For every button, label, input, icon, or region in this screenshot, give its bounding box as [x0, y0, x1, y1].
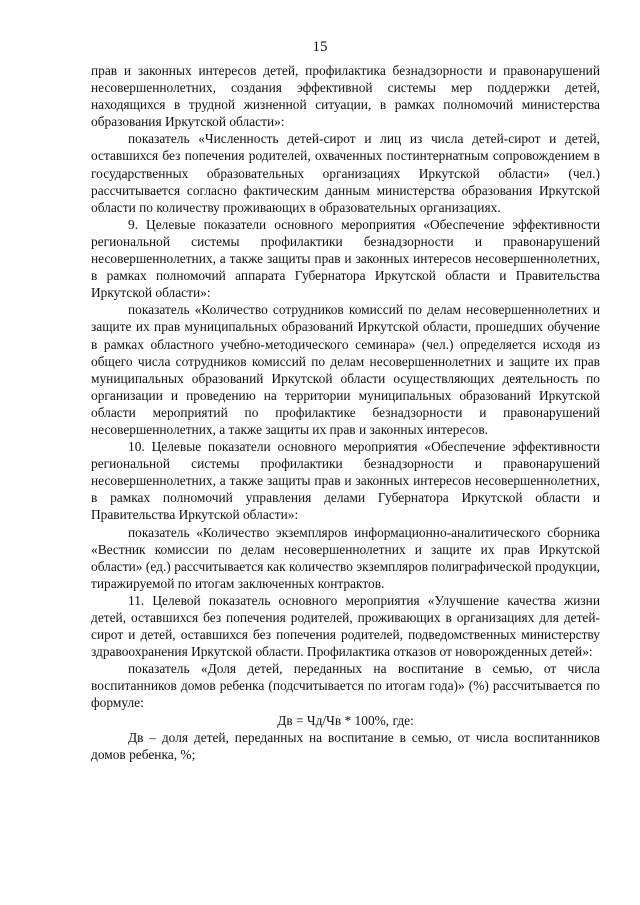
paragraph-indicator-orphans: показатель «Численность детей-сирот и лиц из числа детей-сирот и детей, оставшихся без попечения родителей, охваченных постинтернатным сопровождением в государственных образовательных организациях Иркутской области» (чел.) рассчитывается согласно фактическим данным министерства образования Иркутской области по количеству проживающих в образовательных организациях.: [91, 131, 600, 215]
document-body: [91, 62, 600, 763]
paragraph-indicator-bulletin-copies: показатель «Количество экземпляров информационно-аналитического сборника «Вестник комиссии по делам несовершеннолетних и защите их прав Иркутской области» (ед.) рассчитывается как количество экземпляров полиграфической продукции, тиражируемой по итогам заключенных контрактов.: [91, 524, 600, 591]
paragraph-indicator-family-placement: показатель «Доля детей, переданных на воспитание в семью, от числа воспитанников домов ребенка (подсчитывается по итогам года)» (%) рассчитывается по формуле:: [91, 661, 600, 711]
page-number: 15: [312, 39, 328, 55]
formula: Дв = Чд/Чв * 100%, где:: [277, 712, 414, 728]
paragraph-section-9: 9. Целевые показатели основного мероприятия «Обеспечение эффективности региональной системы профилактики безнадзорности и правонарушений несовершеннолетних, а также защиты прав и законных интересов несовершеннолетних, в рамках полномочий аппарата Губернатора Иркутской области и Правительства Иркутской области»:: [91, 216, 600, 301]
paragraph-section-10: 10. Целевые показатели основного мероприятия «Обеспечение эффективности региональной системы профилактики безнадзорности и правонарушений несовершеннолетних, а также защиты прав и законных интересов несовершеннолетних, в рамках полномочий управления делами Губернатора Иркутской области и Правительства Иркутской области»:: [91, 439, 600, 523]
paragraph-indicator-commission-staff: показатель «Количество сотрудников комиссий по делам несовершеннолетних и защите их прав муниципальных образований Иркутской области, прошедших обучение в рамках областного учебно-методического семинара» (чел.) определяется исходя из общего числа сотрудников комиссий по делам несовершеннолетних и защите их прав муниципальных образований Иркутской области осуществляющих деятельность по организации и проведению на территории муниципальных образований Иркутской области мероприятий по профилактике безнадзорности и правонарушений несовершеннолетних, а также защиты их прав и законных интересов.: [91, 302, 600, 437]
paragraph-continuation: прав и законных интересов детей, профилактика безнадзорности и правонарушений несовершеннолетних, создания эффективной системы мер поддержки детей, находящихся в трудной жизненной ситуации, в рамках полномочий министерства образования Иркутской области»:: [91, 63, 600, 130]
definition-dv: Дв – доля детей, переданных на воспитание в семью, от числа воспитанников домов ребенка, %;: [91, 729, 600, 762]
paragraph-section-11: 11. Целевой показатель основного мероприятия «Улучшение качества жизни детей, оставшихся без попечения родителей, проживающих в организациях для детей-сирот и детей, оставшихся без попечения родителей, подведомственных министерству здравоохранения Иркутской области. Профилактика отказов от новорожденных детей»:: [91, 592, 600, 660]
